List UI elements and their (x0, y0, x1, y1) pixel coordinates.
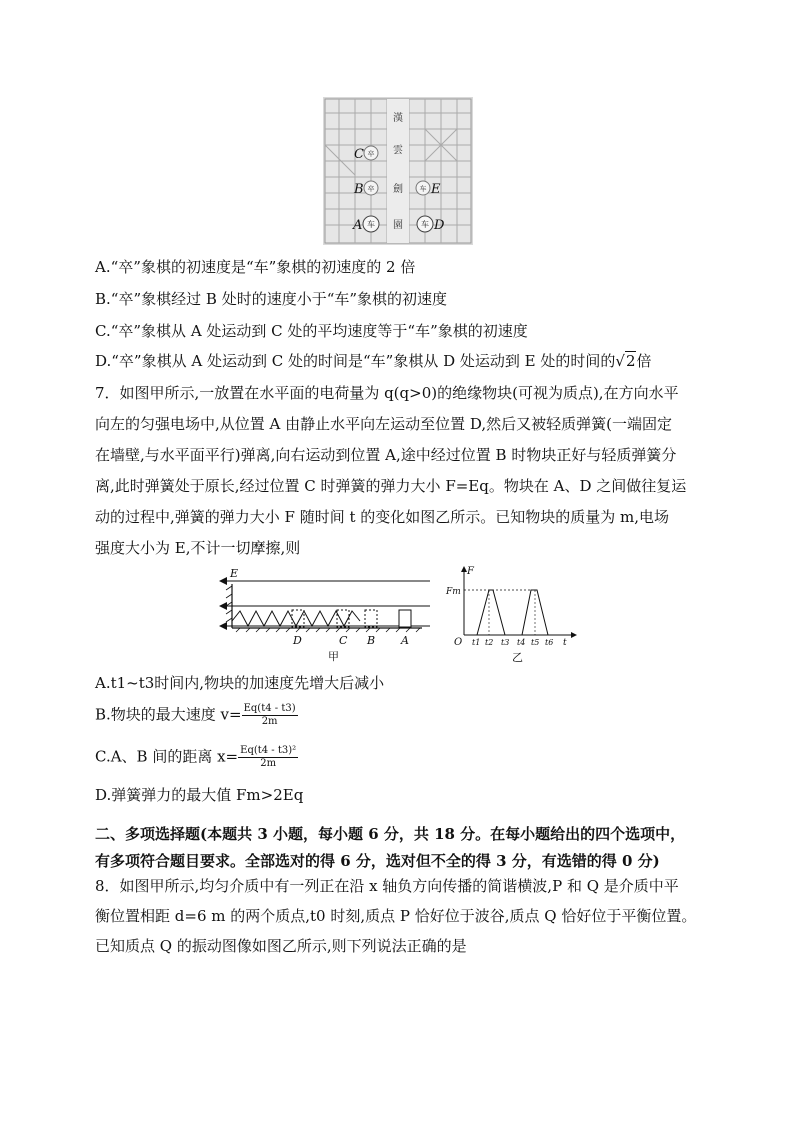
q7-line-2: 向左的匀强电场中,从位置 A 由静止水平向左运动至位置 D,然后又被轻质弹簧(一端固定 (95, 415, 673, 433)
q6-option-b: B.“卒”象棋经过 B 处时的速度小于“车”象棋的初速度 (95, 290, 448, 308)
q6-option-d-suffix: 倍 (636, 352, 652, 370)
q7-option-a: A.t1~t3时间内,物块的加速度先增大后减小 (95, 674, 385, 692)
sqrt-radicand: 2 (625, 352, 636, 370)
river-char-5: 園 (393, 220, 403, 231)
q7-option-c-num: Eq(t4 - t3)² (240, 745, 297, 756)
che-piece-d-label: 车 (421, 220, 429, 229)
che-piece-e-label: 车 (419, 185, 427, 193)
q6-option-c: C.“卒”象棋从 A 处运动到 C 处的平均速度等于“车”象棋的初速度 (95, 322, 528, 340)
river-char-3: 劍 (393, 184, 403, 195)
fig-yi-caption: 乙 (512, 651, 523, 663)
fig-jia-b-label: B (367, 634, 376, 647)
figure-yi (445, 563, 580, 663)
chess-board-figure (323, 97, 473, 245)
label-a: A (353, 218, 363, 233)
fig-yi-t-label: t (563, 638, 567, 648)
q7-option-c-text: C.A、B 间的距离 x= (95, 747, 239, 766)
fig-jia-d-label: D (293, 634, 302, 647)
fig-yi-o-label: O (454, 637, 463, 648)
label-b: B (354, 182, 364, 197)
zu-piece-b-label: 卒 (367, 185, 375, 193)
q7-line-4: 离,此时弹簧处于原长,经过位置 C 时弹簧的弹力大小 F=Eq。物块在 A、D 之间做往复运 (95, 477, 687, 495)
fig-yi-f-label: F (467, 566, 474, 577)
fig-yi-t4: t4 (517, 638, 526, 647)
river-char-2: 雲 (393, 145, 403, 156)
q7-option-b-num: Eq(t4 - t3) (243, 703, 296, 714)
q7-option-c-den: 2m (260, 758, 277, 769)
q6-option-d (95, 351, 652, 371)
q7-option-b-text: B.物块的最大速度 v= (95, 705, 242, 724)
fig-yi-t3: t3 (501, 638, 510, 647)
label-d: D (434, 218, 445, 233)
q7-line-1: 7．如图甲所示,一放置在水平面的电荷量为 q(q>0)的绝缘物块(可视为质点),在方向水平 (95, 384, 679, 402)
river-char-1: 漢 (393, 113, 403, 124)
fig-jia-c-label: C (339, 634, 348, 647)
q7-option-c (95, 745, 298, 770)
q7-option-b-den: 2m (261, 716, 278, 727)
q7-option-c-fraction (238, 745, 298, 770)
section2-line-2: 有多项符合题目要求。全部选对的得 6 分，选对但不全的得 3 分，有选错的得 0 分) (95, 852, 660, 870)
section2-line-1: 二、多项选择题(本题共 3 小题，每小题 6 分，共 18 分。在每小题给出的四个选项中， (95, 825, 686, 843)
fig-yi-fm-label: Fm (446, 587, 461, 597)
fig-jia-e-label: E (230, 567, 239, 580)
fig-jia-caption: 甲 (328, 650, 339, 662)
q6-option-a: A.“卒”象棋的初速度是“车”象棋的初速度的 2 倍 (95, 258, 416, 276)
q7-option-b (95, 703, 298, 728)
fig-jia-a-label: A (401, 634, 409, 647)
q8-line-3: 已知质点 Q 的振动图像如图乙所示,则下列说法正确的是 (95, 937, 467, 955)
fig-yi-t6: t6 (545, 638, 554, 647)
fig-yi-t2: t2 (485, 638, 494, 647)
label-e: E (431, 182, 441, 197)
fig-yi-t5: t5 (531, 638, 540, 647)
q7-line-3: 在墙壁,与水平面平行)弹离,向右运动到位置 A,途中经过位置 B 时物块正好与轻质弹簧分 (95, 446, 677, 464)
q7-option-b-fraction (242, 703, 298, 728)
zu-piece-c-label: 卒 (367, 150, 375, 158)
q7-line-5: 动的过程中,弹簧的弹力大小 F 随时间 t 的变化如图乙所示。已知物块的质量为 m,电场 (95, 508, 670, 526)
fig-yi-t1: t1 (472, 638, 481, 647)
label-c: C (354, 147, 364, 162)
q7-option-d: D.弹簧弹力的最大值 Fm>2Eq (95, 786, 304, 804)
q8-line-1: 8．如图甲所示,均匀介质中有一列正在沿 x 轴负方向传播的简谐横波,P 和 Q 是介质中平 (95, 877, 679, 895)
sqrt-symbol: √2 (615, 352, 636, 370)
q8-line-2: 衡位置相距 d=6 m 的两个质点,t0 时刻,质点 P 恰好位于波谷,质点 Q 恰好位于平衡位置。 (95, 907, 697, 925)
figure-jia (212, 566, 437, 662)
zu-piece-a-label: 车 (367, 220, 375, 229)
q7-line-6: 强度大小为 E,不计一切摩擦,则 (95, 539, 301, 557)
q6-option-d-text: D.“卒”象棋从 A 处运动到 C 处的时间是“车”象棋从 D 处运动到 E 处的时间的 (95, 352, 616, 370)
